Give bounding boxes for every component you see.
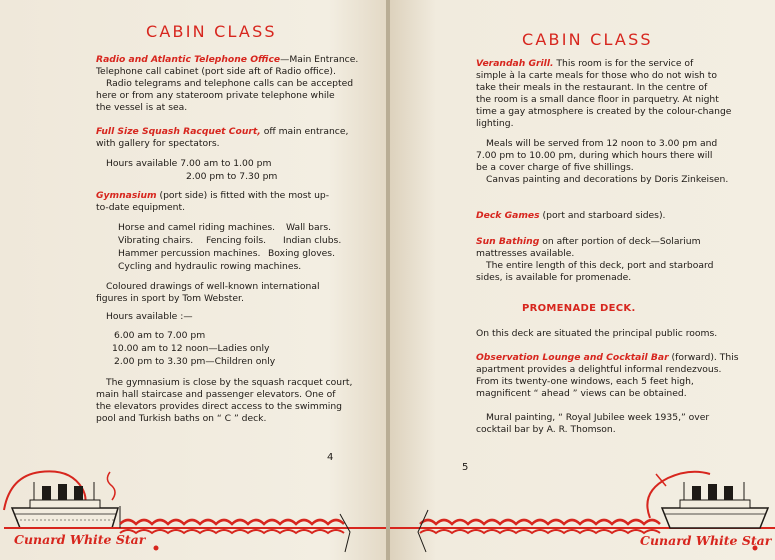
equipment-item: Wall bars. xyxy=(286,222,332,233)
gym-close-line2: main hall staircase and passenger elevators. One of xyxy=(96,389,336,400)
meals-line3: be a cover charge of five shillings. xyxy=(476,162,634,173)
deck-games-line: Deck Games (port and starboard sides). xyxy=(476,210,666,221)
squash-line2: with gallery for spectators. xyxy=(96,138,220,149)
verandah-line2: simple à la carte meals for those who do not wish to xyxy=(476,70,718,81)
deck-games-heading: Deck Games xyxy=(476,210,540,221)
equipment-item: Indian clubs. xyxy=(283,235,342,246)
sun-bathing-line3: The entire length of this deck, port and starboard xyxy=(486,260,714,271)
observation-line3: From its twenty-one windows, each 5 feet high, xyxy=(476,376,694,387)
page-number-left: 4 xyxy=(327,452,334,463)
equipment-item: Hammer percussion machines. xyxy=(118,248,261,259)
equipment-item: Cycling and hydraulic rowing machines. xyxy=(118,261,302,272)
mural-line2: cocktail bar by A. R. Thomson. xyxy=(476,424,616,435)
verandah-line5: time a gay atmosphere is created by the colour-change xyxy=(476,106,732,117)
gym-hours-label: Hours available :— xyxy=(106,311,193,322)
canvas-line: Canvas painting and decorations by Doris Zinkeisen. xyxy=(486,174,729,185)
gym-hours-line3: 2.00 pm to 3.30 pm—Children only xyxy=(114,356,276,367)
verandah-line6: lighting. xyxy=(476,118,514,129)
gym-close-line4: pool and Turkish baths on “ C ” deck. xyxy=(96,413,267,424)
page-number-right: 5 xyxy=(462,462,469,473)
page-title-right: CABIN CLASS xyxy=(522,30,653,49)
promenade-deck-heading: PROMENADE DECK. xyxy=(522,303,636,314)
observation-line1: Observation Lounge and Cocktail Bar (forward). This xyxy=(476,352,739,363)
gym-heading: Gymnasium xyxy=(96,190,157,201)
meals-line1: Meals will be served from 12 noon to 3.00 pm and xyxy=(486,138,718,149)
equipment-item: Boxing gloves. xyxy=(268,248,336,259)
sun-bathing-line2: mattresses available. xyxy=(476,248,575,259)
gym-hours-line1: 6.00 am to 7.00 pm xyxy=(114,330,206,341)
mural-line1: Mural painting, “ Royal Jubilee week 1935,” over xyxy=(486,412,710,423)
sun-bathing-line1: Sun Bathing on after portion of deck—Solarium xyxy=(476,236,701,247)
observation-heading: Observation Lounge and Cocktail Bar xyxy=(476,352,669,363)
meals-line2: 7.00 pm to 10.00 pm, during which hours there will xyxy=(476,150,713,161)
verandah-line4: the room is a small dance floor in parquetry. At night xyxy=(476,94,719,105)
promenade-line: On this deck are situated the principal public rooms. xyxy=(476,328,718,339)
radio-office-line2: Telephone call cabinet (port side aft of Radio office). xyxy=(96,66,336,77)
equipment-item: Horse and camel riding machines. xyxy=(118,222,276,233)
drawings-line2: figures in sport by Tom Webster. xyxy=(96,293,244,304)
squash-heading: Full Size Squash Racquet Court, xyxy=(96,126,261,137)
gym-close-line1: The gymnasium is close by the squash racquet court, xyxy=(106,377,353,388)
equipment-item: Vibrating chairs. xyxy=(118,235,194,246)
sun-bathing-line4: sides, is available for promenade. xyxy=(476,272,632,283)
left-page xyxy=(0,0,386,560)
gym-line2: to-date equipment. xyxy=(96,202,185,213)
observation-line2: apartment provides a delightful informal rendezvous. xyxy=(476,364,722,375)
verandah-heading: Verandah Grill. xyxy=(476,58,554,69)
equipment-item: Fencing foils. xyxy=(206,235,267,246)
right-page xyxy=(390,0,775,560)
verandah-line1: Verandah Grill. This room is for the service of xyxy=(476,58,694,69)
radio-office-line5: the vessel is at sea. xyxy=(96,102,188,113)
page-title-left: CABIN CLASS xyxy=(146,22,277,41)
brand-logo-right: Cunard White Star xyxy=(640,533,772,548)
sun-bathing-heading: Sun Bathing xyxy=(476,236,540,247)
brand-logo-left: Cunard White Star xyxy=(14,532,146,547)
radio-office-line3: Radio telegrams and telephone calls can be accepted xyxy=(106,78,354,89)
radio-office-line4: here or from any stateroom private telephone while xyxy=(96,90,335,101)
gym-hours-line2: 10.00 am to 12 noon—Ladies only xyxy=(112,343,270,354)
verandah-line3: take their meals in the restaurant. In the centre of xyxy=(476,82,708,93)
squash-hours-line1: Hours available 7.00 am to 1.00 pm xyxy=(106,158,272,169)
observation-line4: magnificent “ ahead ” views can be obtained. xyxy=(476,388,687,399)
squash-hours-line2: 2.00 pm to 7.30 pm xyxy=(186,171,278,182)
radio-office-heading: Radio and Atlantic Telephone Office xyxy=(96,54,281,65)
squash-line1: Full Size Squash Racquet Court, off main entrance, xyxy=(96,126,349,137)
gym-line1: Gymnasium (port side) is fitted with the most up- xyxy=(96,190,330,201)
radio-office-line1: Radio and Atlantic Telephone Office—Main Entrance. xyxy=(96,54,359,65)
gym-close-line3: the elevators provides direct access to the swimming xyxy=(96,401,343,412)
drawings-line1: Coloured drawings of well-known international xyxy=(106,281,320,292)
